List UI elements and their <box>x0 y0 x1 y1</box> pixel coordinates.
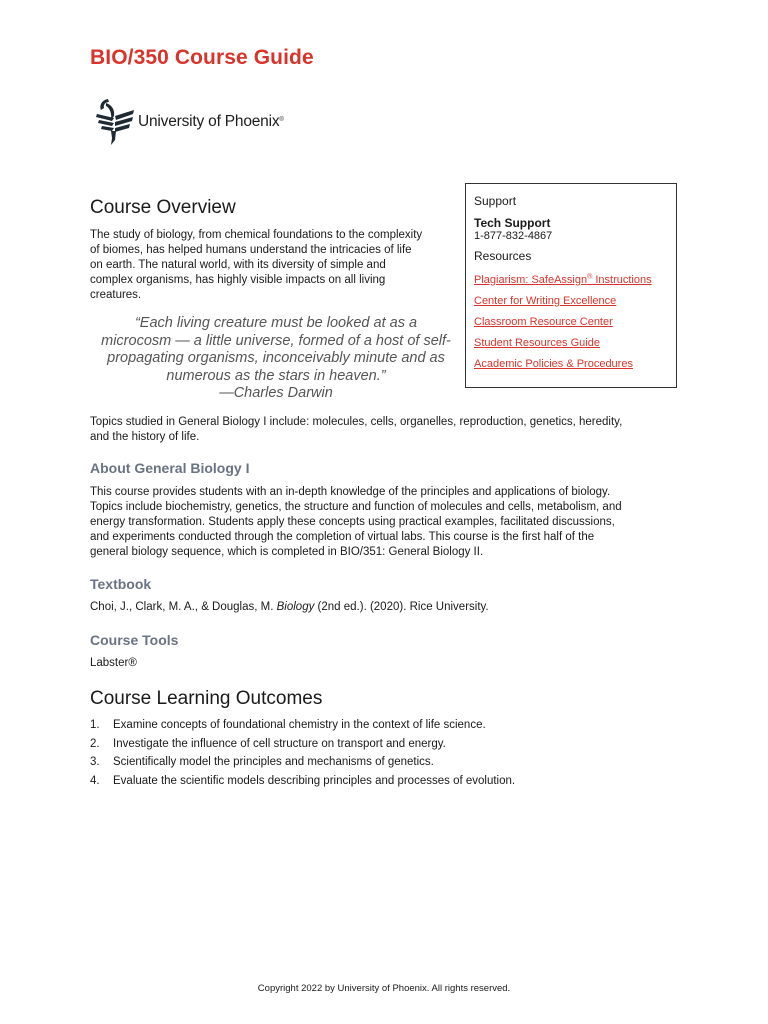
outcome-text: Evaluate the scientific models describing principles and processes of evolution. <box>113 775 516 788</box>
outcome-number: 3. <box>90 756 100 769</box>
about-line: general biology sequence, which is completed in BIO/351: General Biology II. <box>90 546 484 558</box>
tech-support-title: Tech Support <box>474 216 551 230</box>
outcome-item <box>90 774 515 789</box>
university-name <box>138 113 284 131</box>
course-tools-heading: Course Tools <box>90 632 179 648</box>
outcome-number: 1. <box>90 719 100 731</box>
support-box <box>465 183 677 388</box>
overview-paragraph <box>90 228 422 303</box>
phoenix-bird-icon <box>94 96 136 146</box>
resource-item <box>474 315 668 330</box>
resource-item <box>474 357 668 372</box>
tech-support-phone: 1-877-832-4867 <box>474 230 553 242</box>
resource-item <box>474 336 668 351</box>
learning-outcomes-heading: Course Learning Outcomes <box>90 688 323 709</box>
copyright-footer: Copyright 2022 by University of Phoenix. All rights reserved. <box>257 983 511 994</box>
outcome-item <box>90 737 515 752</box>
writing-excellence-link[interactable]: Center for Writing Excellence <box>474 294 617 307</box>
about-line: energy transformation. Students apply these concepts using practical examples, facilitated discussions, <box>90 516 615 528</box>
outcome-number: 4. <box>90 775 100 788</box>
classroom-resource-link[interactable]: Classroom Resource Center <box>474 315 613 328</box>
quote-line: numerous as the stars in heaven.” <box>166 367 386 384</box>
topics-line: Topics studied in General Biology I include: molecules, cells, organelles, reproduction, genetics, heredity, <box>90 416 623 428</box>
university-logo <box>94 96 284 146</box>
citation-title: Biology <box>276 601 315 613</box>
plagiarism-safeassign-link[interactable] <box>474 274 652 286</box>
about-line: and experiments conducted through the completion of virtual labs. This course is the first half of the <box>90 531 595 543</box>
outcome-number: 2. <box>90 737 100 750</box>
overview-line: The study of biology, from chemical foundations to the complexity <box>90 229 423 241</box>
resource-links <box>474 269 668 372</box>
outcome-item <box>90 718 515 733</box>
student-resources-link[interactable]: Student Resources Guide <box>474 336 600 349</box>
outcome-text: Investigate the influence of cell structure on transport and energy. <box>113 737 446 750</box>
plagiarism-link-suffix: Instructions <box>592 273 652 286</box>
quote-line: “Each living creature must be looked at as a <box>134 315 418 331</box>
outcome-text: Scientifically model the principles and mechanisms of genetics. <box>113 756 434 769</box>
registered-mark: ® <box>279 117 284 123</box>
course-tool-labster: Labster® <box>90 657 137 669</box>
university-name-text: University of Phoenix <box>138 113 280 130</box>
page-title: BIO/350 Course Guide <box>90 46 314 69</box>
resource-item <box>474 269 668 288</box>
plagiarism-link-text: Plagiarism: SafeAssign <box>474 273 588 286</box>
quote-line: propagating organisms, inconceivably minute and as <box>107 350 445 366</box>
darwin-quote <box>90 315 462 403</box>
quote-attribution: —Charles Darwin <box>219 385 333 401</box>
quote-line: microcosm — a little universe, formed of a host of self- <box>101 332 451 349</box>
topics-line: and the history of life. <box>90 431 200 443</box>
course-overview-heading: Course Overview <box>90 197 236 218</box>
support-heading: Support <box>474 194 517 208</box>
plagiarism-link-reg: ® <box>587 273 593 280</box>
overview-line: complex organisms, has highly visible impacts on all living <box>90 274 386 286</box>
resource-item <box>474 294 668 309</box>
academic-policies-link[interactable]: Academic Policies & Procedures <box>474 357 633 370</box>
about-line: Topics include biochemistry, genetics, the structure and function of molecules and cells, metabolism, and <box>90 501 622 513</box>
citation-details: (2nd ed.). (2020). Rice University. <box>314 601 489 613</box>
outcome-text: Examine concepts of foundational chemistry in the context of life science. <box>113 719 486 731</box>
citation-authors: Choi, J., Clark, M. A., & Douglas, M. <box>90 601 277 613</box>
learning-outcomes-list <box>90 718 515 793</box>
about-paragraph <box>90 485 622 560</box>
overview-line: on earth. The natural world, with its diversity of simple and <box>90 259 386 271</box>
overview-line: creatures. <box>90 289 142 301</box>
about-general-biology-heading: About General Biology I <box>90 460 250 476</box>
outcome-item <box>90 755 515 770</box>
resources-label: Resources <box>474 249 532 263</box>
overview-line: of biomes, has helped humans understand the intricacies of life <box>90 244 412 256</box>
topics-paragraph <box>90 415 622 445</box>
about-line: This course provides students with an in-depth knowledge of the principles and applications of biology. <box>90 486 611 498</box>
textbook-heading: Textbook <box>90 576 152 592</box>
textbook-citation <box>90 600 489 615</box>
